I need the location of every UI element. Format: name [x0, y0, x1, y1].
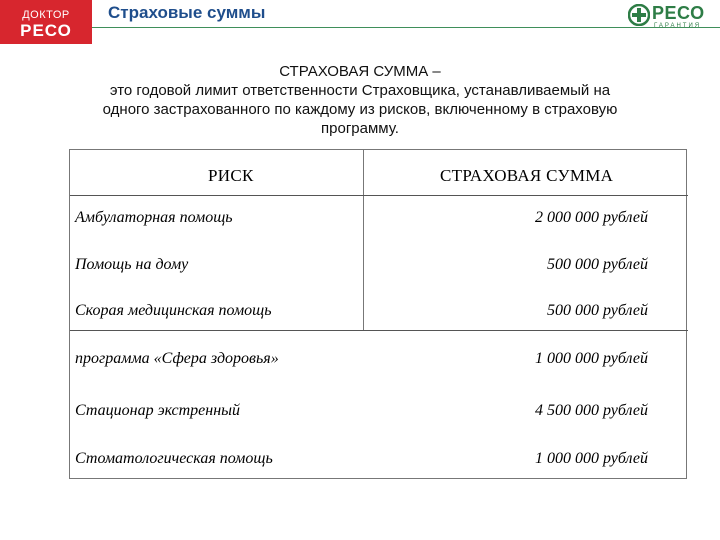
logo-left-line1: ДОКТОР [22, 9, 70, 21]
table-row-sum: 2 000 000 рублей [534, 209, 648, 226]
table-row-sum: 500 000 рублей [546, 302, 648, 319]
table-row-risk: Помощь на дому [75, 256, 189, 273]
definition-line: программу. [321, 120, 399, 137]
logo-right-brand: РЕСО [652, 3, 705, 23]
row-divider [70, 330, 688, 331]
table-row-risk: Скорая медицинская помощь [75, 302, 272, 319]
reso-garantia-logo [628, 2, 716, 32]
logo-left-line2: РЕСО [20, 21, 72, 40]
table-row-risk: Амбулаторная помощь [75, 209, 233, 226]
doctor-reso-logo [0, 0, 92, 44]
table-row-risk: программа «Сфера здоровья» [75, 350, 279, 367]
header-divider [92, 27, 720, 28]
column-divider [363, 150, 364, 330]
definition-line: это годовой лимит ответственности Страховщика, устанавливаемый на [109, 82, 611, 99]
logo-right-subtitle: ГАРАНТИЯ [654, 23, 702, 29]
definition-block [30, 62, 690, 138]
table-row-risk: Стационар экстренный [75, 402, 240, 419]
column-header-sum: СТРАХОВАЯ СУММА [440, 166, 614, 185]
reso-emblem-icon [628, 4, 650, 26]
table-row-sum: 4 500 000 рублей [534, 402, 648, 419]
insurance-sum-table [69, 149, 687, 479]
column-header-risk: РИСК [208, 166, 254, 185]
table-row-sum: 1 000 000 рублей [534, 450, 648, 467]
table-row-risk: Стоматологическая помощь [75, 450, 273, 467]
table-row-sum: 1 000 000 рублей [534, 350, 648, 367]
row-divider [70, 195, 688, 196]
page-title: Страховые суммы [108, 3, 266, 22]
definition-line: одного застрахованного по каждому из рисков, включенному в страховую [102, 101, 618, 118]
table-row-sum: 500 000 рублей [546, 256, 648, 273]
definition-title: СТРАХОВАЯ СУММА – [279, 63, 441, 80]
